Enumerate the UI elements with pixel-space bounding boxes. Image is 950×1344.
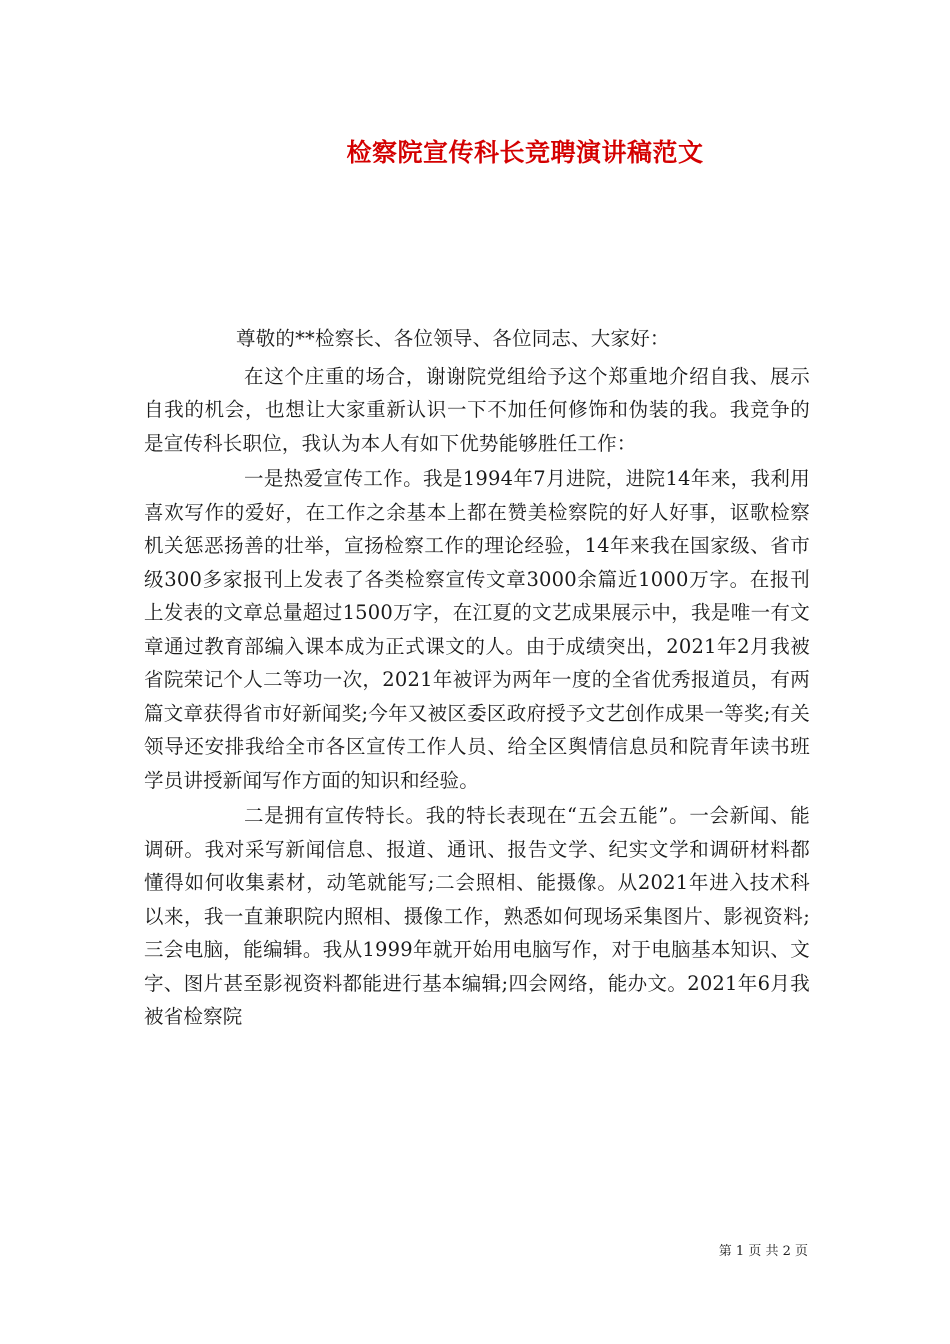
document-title: 检察院宣传科长竞聘演讲稿范文: [346, 138, 704, 167]
paragraph-point-one: 一是热爱宣传工作。我是1994年7月进院，进院14年来，我利用喜欢写作的爱好，在工作之余基本上都在赞美检察院的好人好事，讴歌检察机关惩恶扬善的壮举，宣扬检察工作的理论经验，14年来我在国家级、省市级300多家报刊上发表了各类检察宣传文章3000余篇近1000万字。在报刊上发表的文章总量超过1500万字，在江夏的文艺成果展示中，我是唯一有文章通过教育部编入课本成为正式课文的人。由于成绩突出，2021年2月我被省院荣记个人二等功一次，2021年被评为两年一度的全省优秀报道员，有两篇文章获得省市好新闻奖;今年又被区委区政府授予文艺创作成果一等奖;有关领导还安排我给全市各区宣传工作人员、给全区舆情信息员和院青年读书班学员讲授新闻写作方面的知识和经验。: [144, 467, 810, 792]
salutation: 尊敬的**检察长、各位领导、各位同志、大家好：: [236, 327, 670, 350]
paragraph-point-two: 二是拥有宣传特长。我的特长表现在“五会五能”。一会新闻、能调研。我对采写新闻信息、报道、通讯、报告文学、纪实文学和调研材料都懂得如何收集素材，动笔就能写;二会照相、能摄像。从2021年进入技术科以来，我一直兼职院内照相、摄像工作，熟悉如何现场采集图片、影视资料;三会电脑，能编辑。我从1999年就开始用电脑写作，对于电脑基本知识、文字、图片甚至影视资料都能进行基本编辑;四会网络，能办文。2021年6月我被省检察院: [144, 804, 810, 1028]
document-body: [144, 322, 810, 1036]
paragraph-intro: 在这个庄重的场合，谢谢院党组给予这个郑重地介绍自我、展示自我的机会，也想让大家重新认识一下不加任何修饰和伪装的我。我竞争的是宣传科长职位，我认为本人有如下优势能够胜任工作：: [144, 364, 810, 455]
page-number-footer: 第 1 页 共 2 页: [718, 1244, 808, 1259]
